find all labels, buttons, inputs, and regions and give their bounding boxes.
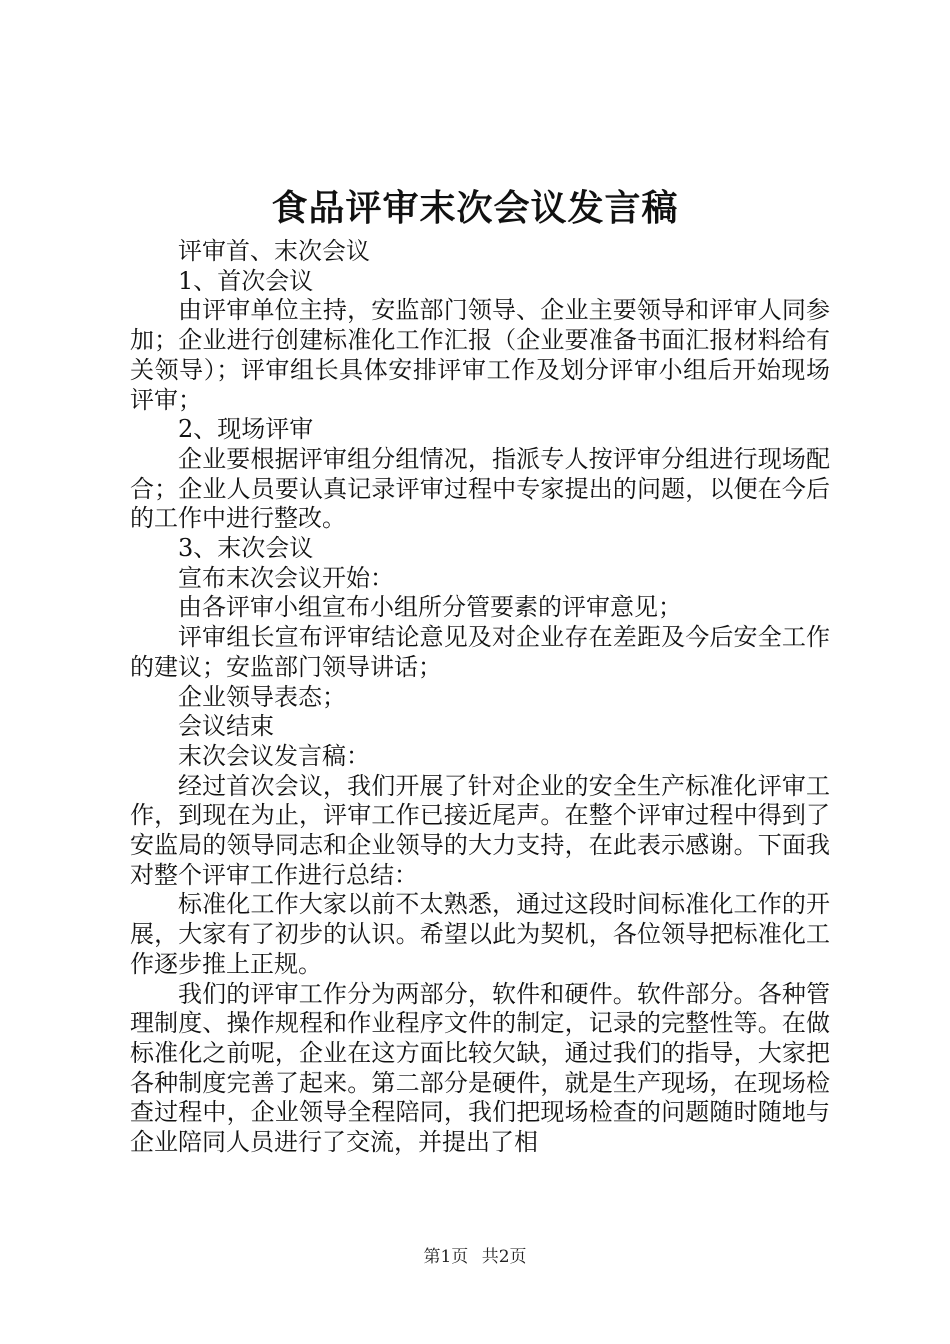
paragraph: 1、首次会议 — [178, 266, 314, 295]
paragraph: 3、末次会议 — [178, 534, 314, 563]
paragraph: 由各评审小组宣布小组所分管要素的评审意见； — [178, 593, 682, 622]
document-title: 食品评审末次会议发言稿 — [271, 187, 679, 229]
page-footer — [0, 1245, 950, 1269]
paragraph: 2、现场评审 — [178, 415, 314, 444]
paragraph: 经过首次会议，我们开展了针对企业的安全生产标准化评审工作，到现在为止，评审工作已接近尾声。在整个评审过程中得到了安监局的领导同志和企业领导的大力支持，在此表示感谢。下面我对整个评审工作进行总结： — [130, 771, 830, 889]
paragraph: 由评审单位主持，安监部门领导、企业主要领导和评审人同参加；企业进行创建标准化工作汇报（企业要准备书面汇报材料给有关领导）；评审组长具体安排评审工作及划分评审小组后开始现场评审； — [130, 296, 830, 414]
paragraph: 评审首、末次会议 — [178, 237, 370, 265]
page-total: 共2页 — [481, 1247, 527, 1267]
document-body — [130, 237, 830, 1158]
page-number: 第1页 — [423, 1247, 469, 1267]
paragraph: 评审组长宣布评审结论意见及对企业存在差距及今后安全工作的建议；安监部门领导讲话； — [130, 623, 830, 681]
paragraph: 末次会议发言稿： — [178, 741, 370, 770]
paragraph: 企业领导表态； — [178, 682, 346, 711]
paragraph: 宣布末次会议开始： — [178, 563, 394, 592]
paragraph: 我们的评审工作分为两部分，软件和硬件。软件部分。各种管理制度、操作规程和作业程序文件的制定，记录的完整性等。在做标准化之前呢，企业在这方面比较欠缺，通过我们的指导，大家把各种制度完善了起来。第二部分是硬件，就是生产现场，在现场检查过程中，企业领导全程陪同，我们把现场检查的问题随时随地与企业陪同人员进行了交流，并提出了相 — [130, 979, 830, 1157]
paragraph: 企业要根据评审组分组情况，指派专人按评审分组进行现场配合；企业人员要认真记录评审过程中专家提出的问题，以便在今后的工作中进行整改。 — [130, 444, 830, 533]
paragraph: 标准化工作大家以前不太熟悉，通过这段时间标准化工作的开展，大家有了初步的认识。希望以此为契机，各位领导把标准化工作逐步推上正规。 — [130, 890, 830, 978]
paragraph: 会议结束 — [178, 712, 274, 741]
